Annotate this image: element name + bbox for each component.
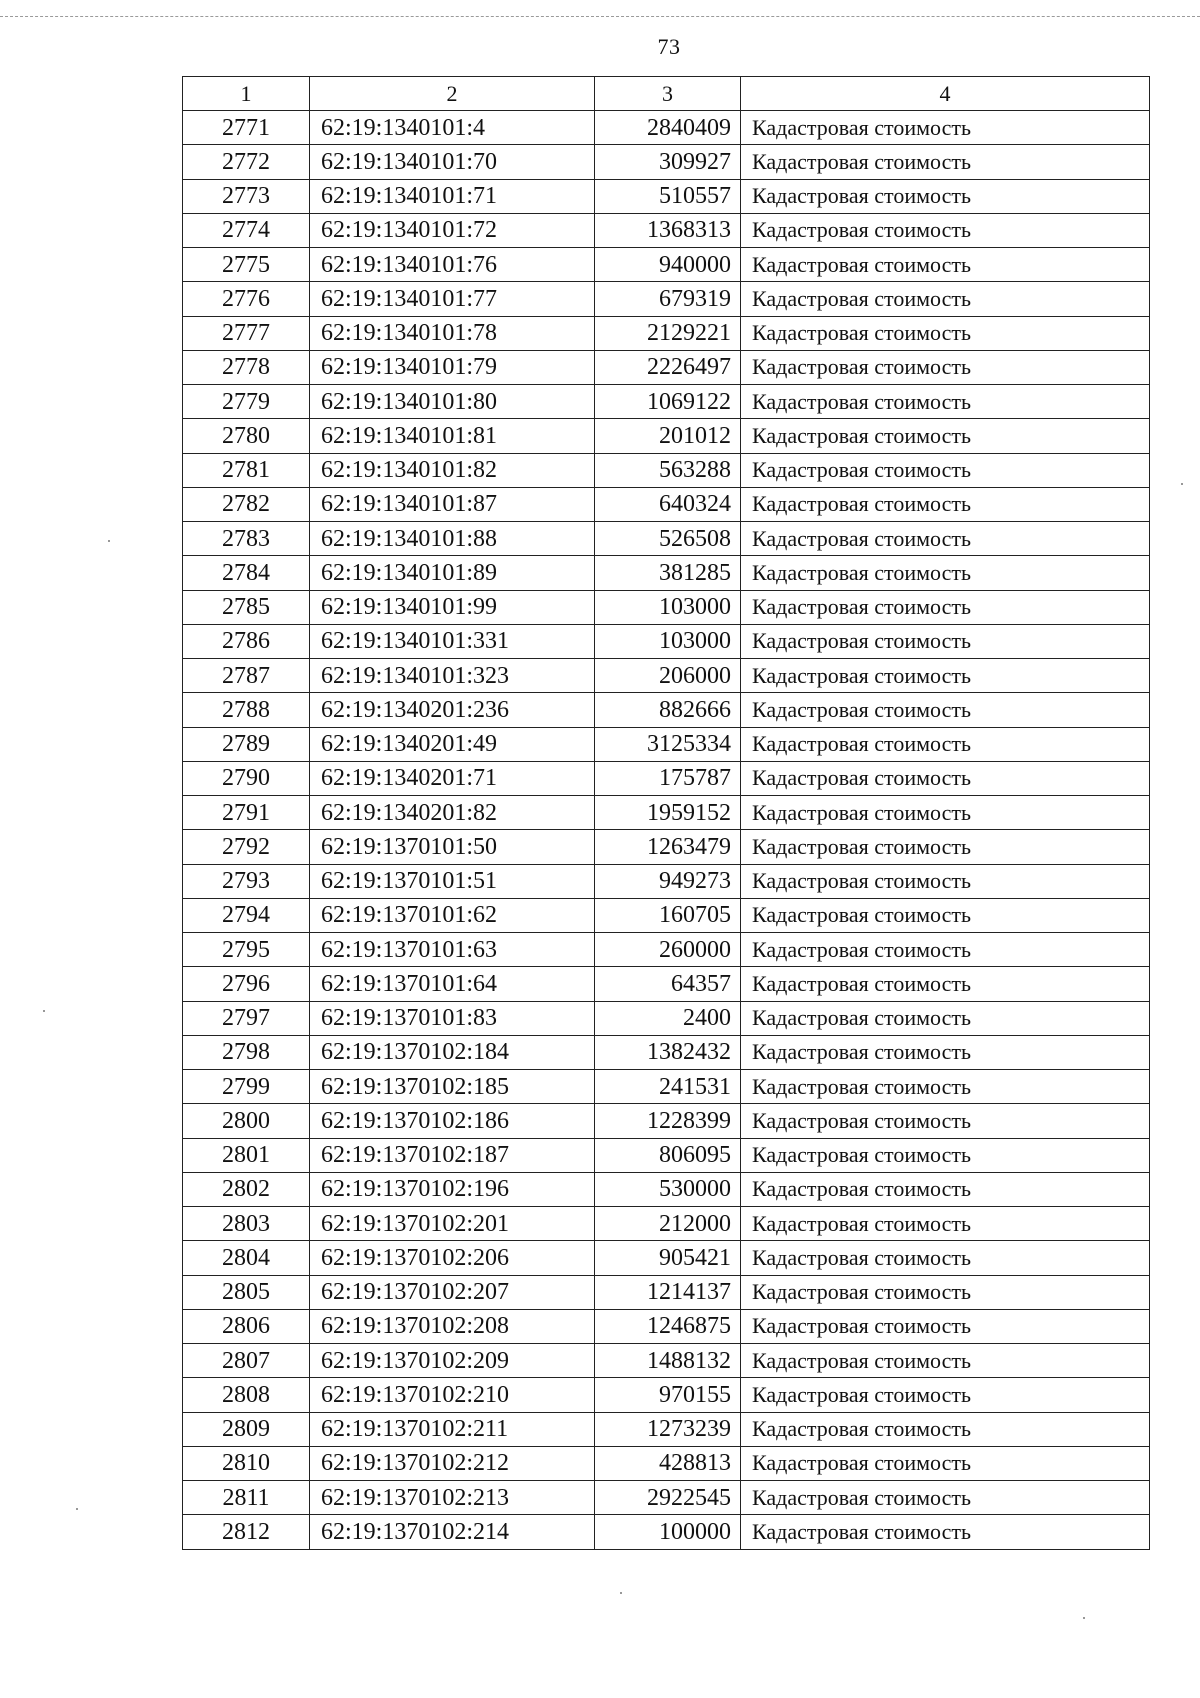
cadastral-number-cell: 62:19:1340101:89: [310, 556, 595, 590]
description-cell: Кадастровая стоимость: [741, 1241, 1150, 1275]
description-cell: Кадастровая стоимость: [741, 213, 1150, 247]
cadastral-number-cell: 62:19:1370102:184: [310, 1035, 595, 1069]
row-number-cell: 2773: [183, 179, 310, 213]
table-row: [183, 453, 1150, 487]
description-cell: Кадастровая стоимость: [741, 727, 1150, 761]
description-cell: Кадастровая стоимость: [741, 898, 1150, 932]
row-number-cell: 2771: [183, 111, 310, 145]
row-number-cell: 2783: [183, 522, 310, 556]
value-cell: 241531: [595, 1070, 741, 1104]
row-number-cell: 2810: [183, 1446, 310, 1480]
cadastral-number-cell: 62:19:1370102:209: [310, 1344, 595, 1378]
row-number-cell: 2793: [183, 864, 310, 898]
table-row: [183, 1241, 1150, 1275]
value-cell: 428813: [595, 1446, 741, 1480]
cadastral-number-cell: 62:19:1370102:213: [310, 1481, 595, 1515]
table-row: [183, 248, 1150, 282]
description-cell: Кадастровая стоимость: [741, 282, 1150, 316]
cadastral-number-cell: 62:19:1370101:64: [310, 967, 595, 1001]
cadastral-number-cell: 62:19:1370101:50: [310, 830, 595, 864]
cadastral-number-cell: 62:19:1340101:77: [310, 282, 595, 316]
description-cell: Кадастровая стоимость: [741, 350, 1150, 384]
description-cell: Кадастровая стоимость: [741, 1344, 1150, 1378]
table-row: [183, 1104, 1150, 1138]
value-cell: 201012: [595, 419, 741, 453]
value-cell: 1214137: [595, 1275, 741, 1309]
table-row: [183, 590, 1150, 624]
cadastral-number-cell: 62:19:1370102:185: [310, 1070, 595, 1104]
description-cell: Кадастровая стоимость: [741, 693, 1150, 727]
table-row: [183, 761, 1150, 795]
table-row: [183, 933, 1150, 967]
value-cell: 3125334: [595, 727, 741, 761]
value-cell: 206000: [595, 659, 741, 693]
scan-speck: [1181, 483, 1183, 485]
value-cell: 1069122: [595, 385, 741, 419]
table-row: [183, 419, 1150, 453]
table-row: [183, 213, 1150, 247]
row-number-cell: 2774: [183, 213, 310, 247]
table-row: [183, 1138, 1150, 1172]
row-number-cell: 2805: [183, 1275, 310, 1309]
value-cell: 970155: [595, 1378, 741, 1412]
table-row: [183, 830, 1150, 864]
cadastral-number-cell: 62:19:1340201:49: [310, 727, 595, 761]
row-number-cell: 2790: [183, 761, 310, 795]
cadastral-number-cell: 62:19:1370102:187: [310, 1138, 595, 1172]
table-row: [183, 1172, 1150, 1206]
value-cell: 160705: [595, 898, 741, 932]
value-cell: 212000: [595, 1207, 741, 1241]
value-cell: 679319: [595, 282, 741, 316]
table-row: [183, 350, 1150, 384]
description-cell: Кадастровая стоимость: [741, 796, 1150, 830]
description-cell: Кадастровая стоимость: [741, 179, 1150, 213]
table-body: [183, 77, 1150, 1550]
row-number-cell: 2801: [183, 1138, 310, 1172]
cadastral-number-cell: 62:19:1370102:212: [310, 1446, 595, 1480]
value-cell: 806095: [595, 1138, 741, 1172]
cadastral-number-cell: 62:19:1370102:201: [310, 1207, 595, 1241]
row-number-cell: 2800: [183, 1104, 310, 1138]
cadastral-number-cell: 62:19:1340101:71: [310, 179, 595, 213]
scan-speck: [108, 540, 110, 542]
row-number-cell: 2787: [183, 659, 310, 693]
cadastral-number-cell: 62:19:1340101:88: [310, 522, 595, 556]
description-cell: Кадастровая стоимость: [741, 967, 1150, 1001]
table-row: [183, 1001, 1150, 1035]
row-number-cell: 2797: [183, 1001, 310, 1035]
value-cell: 309927: [595, 145, 741, 179]
table-row: [183, 1446, 1150, 1480]
row-number-cell: 2776: [183, 282, 310, 316]
table-row: [183, 967, 1150, 1001]
row-number-cell: 2791: [183, 796, 310, 830]
cadastral-number-cell: 62:19:1370101:62: [310, 898, 595, 932]
cadastral-number-cell: 62:19:1340101:80: [310, 385, 595, 419]
description-cell: Кадастровая стоимость: [741, 864, 1150, 898]
scan-edge-line: [0, 16, 1200, 17]
cadastral-number-cell: 62:19:1370101:51: [310, 864, 595, 898]
row-number-cell: 2779: [183, 385, 310, 419]
value-cell: 1368313: [595, 213, 741, 247]
cadastral-number-cell: 62:19:1370102:208: [310, 1309, 595, 1343]
page-number: 73: [657, 34, 681, 59]
row-number-cell: 2781: [183, 453, 310, 487]
description-cell: Кадастровая стоимость: [741, 1207, 1150, 1241]
cadastral-number-cell: 62:19:1340101:76: [310, 248, 595, 282]
value-cell: 882666: [595, 693, 741, 727]
value-cell: 949273: [595, 864, 741, 898]
description-cell: Кадастровая стоимость: [741, 1309, 1150, 1343]
table-row: [183, 1207, 1150, 1241]
scan-speck: [43, 1010, 45, 1012]
cadastral-number-cell: 62:19:1340101:87: [310, 487, 595, 521]
row-number-cell: 2806: [183, 1309, 310, 1343]
description-cell: Кадастровая стоимость: [741, 111, 1150, 145]
cadastral-number-cell: 62:19:1340201:71: [310, 761, 595, 795]
description-cell: Кадастровая стоимость: [741, 1412, 1150, 1446]
description-cell: Кадастровая стоимость: [741, 1138, 1150, 1172]
table-row: [183, 1070, 1150, 1104]
cadastral-number-cell: 62:19:1370101:83: [310, 1001, 595, 1035]
value-cell: 1488132: [595, 1344, 741, 1378]
value-cell: 640324: [595, 487, 741, 521]
row-number-cell: 2786: [183, 624, 310, 658]
row-number-cell: 2795: [183, 933, 310, 967]
description-cell: Кадастровая стоимость: [741, 453, 1150, 487]
value-cell: 1959152: [595, 796, 741, 830]
value-cell: 510557: [595, 179, 741, 213]
table-row: [183, 179, 1150, 213]
row-number-cell: 2811: [183, 1481, 310, 1515]
table-row: [183, 1412, 1150, 1446]
table-row: [183, 1035, 1150, 1069]
description-cell: Кадастровая стоимость: [741, 1104, 1150, 1138]
cadastral-number-cell: 62:19:1340101:323: [310, 659, 595, 693]
table-row: [183, 522, 1150, 556]
description-cell: Кадастровая стоимость: [741, 248, 1150, 282]
description-cell: Кадастровая стоимость: [741, 1446, 1150, 1480]
value-cell: 2922545: [595, 1481, 741, 1515]
value-cell: 100000: [595, 1515, 741, 1549]
description-cell: Кадастровая стоимость: [741, 1070, 1150, 1104]
cadastral-number-cell: 62:19:1340201:82: [310, 796, 595, 830]
table-row: [183, 385, 1150, 419]
row-number-cell: 2784: [183, 556, 310, 590]
description-cell: Кадастровая стоимость: [741, 522, 1150, 556]
description-cell: Кадастровая стоимость: [741, 1378, 1150, 1412]
row-number-cell: 2799: [183, 1070, 310, 1104]
value-cell: 260000: [595, 933, 741, 967]
column-header-3: 3: [595, 77, 741, 111]
description-cell: Кадастровая стоимость: [741, 933, 1150, 967]
value-cell: 2129221: [595, 316, 741, 350]
table-row: [183, 316, 1150, 350]
cadastral-number-cell: 62:19:1340201:236: [310, 693, 595, 727]
cadastral-number-cell: 62:19:1340101:331: [310, 624, 595, 658]
description-cell: Кадастровая стоимость: [741, 556, 1150, 590]
value-cell: 563288: [595, 453, 741, 487]
table-row: [183, 898, 1150, 932]
cadastral-number-cell: 62:19:1370102:210: [310, 1378, 595, 1412]
value-cell: 905421: [595, 1241, 741, 1275]
table-row: [183, 1344, 1150, 1378]
row-number-cell: 2772: [183, 145, 310, 179]
cadastral-number-cell: 62:19:1340101:72: [310, 213, 595, 247]
row-number-cell: 2785: [183, 590, 310, 624]
description-cell: Кадастровая стоимость: [741, 1515, 1150, 1549]
row-number-cell: 2803: [183, 1207, 310, 1241]
column-header-4: 4: [741, 77, 1150, 111]
description-cell: Кадастровая стоимость: [741, 487, 1150, 521]
cadastral-number-cell: 62:19:1370102:207: [310, 1275, 595, 1309]
cadastral-number-cell: 62:19:1340101:4: [310, 111, 595, 145]
cadastral-number-cell: 62:19:1370102:214: [310, 1515, 595, 1549]
table-row: [183, 487, 1150, 521]
value-cell: 1228399: [595, 1104, 741, 1138]
table-row: [183, 624, 1150, 658]
description-cell: Кадастровая стоимость: [741, 385, 1150, 419]
row-number-cell: 2808: [183, 1378, 310, 1412]
row-number-cell: 2792: [183, 830, 310, 864]
row-number-cell: 2775: [183, 248, 310, 282]
description-cell: Кадастровая стоимость: [741, 659, 1150, 693]
value-cell: 940000: [595, 248, 741, 282]
table-row: [183, 282, 1150, 316]
column-header-1: 1: [183, 77, 310, 111]
cadastral-number-cell: 62:19:1370102:206: [310, 1241, 595, 1275]
value-cell: 1273239: [595, 1412, 741, 1446]
value-cell: 103000: [595, 590, 741, 624]
value-cell: 526508: [595, 522, 741, 556]
table-row: [183, 659, 1150, 693]
row-number-cell: 2804: [183, 1241, 310, 1275]
column-header-2: 2: [310, 77, 595, 111]
table-row: [183, 1275, 1150, 1309]
row-number-cell: 2794: [183, 898, 310, 932]
row-number-cell: 2778: [183, 350, 310, 384]
value-cell: 64357: [595, 967, 741, 1001]
value-cell: 2840409: [595, 111, 741, 145]
description-cell: Кадастровая стоимость: [741, 761, 1150, 795]
value-cell: 103000: [595, 624, 741, 658]
description-cell: Кадастровая стоимость: [741, 419, 1150, 453]
table-row: [183, 1515, 1150, 1549]
table-header-row: [183, 77, 1150, 111]
row-number-cell: 2782: [183, 487, 310, 521]
description-cell: Кадастровая стоимость: [741, 1001, 1150, 1035]
table-row: [183, 1481, 1150, 1515]
cadastral-number-cell: 62:19:1370102:186: [310, 1104, 595, 1138]
table-row: [183, 556, 1150, 590]
value-cell: 1382432: [595, 1035, 741, 1069]
description-cell: Кадастровая стоимость: [741, 1035, 1150, 1069]
table-row: [183, 693, 1150, 727]
description-cell: Кадастровая стоимость: [741, 1172, 1150, 1206]
cadastral-number-cell: 62:19:1370102:211: [310, 1412, 595, 1446]
scan-speck: [1083, 1617, 1085, 1619]
cadastral-number-cell: 62:19:1340101:78: [310, 316, 595, 350]
row-number-cell: 2780: [183, 419, 310, 453]
table-row: [183, 111, 1150, 145]
cadastral-number-cell: 62:19:1370101:63: [310, 933, 595, 967]
row-number-cell: 2802: [183, 1172, 310, 1206]
value-cell: 2226497: [595, 350, 741, 384]
description-cell: Кадастровая стоимость: [741, 624, 1150, 658]
table-row: [183, 1309, 1150, 1343]
cadastral-number-cell: 62:19:1340101:79: [310, 350, 595, 384]
value-cell: 175787: [595, 761, 741, 795]
row-number-cell: 2796: [183, 967, 310, 1001]
value-cell: 2400: [595, 1001, 741, 1035]
cadastral-number-cell: 62:19:1340101:70: [310, 145, 595, 179]
description-cell: Кадастровая стоимость: [741, 1481, 1150, 1515]
value-cell: 530000: [595, 1172, 741, 1206]
cadastral-number-cell: 62:19:1340101:82: [310, 453, 595, 487]
cadastral-number-cell: 62:19:1340101:81: [310, 419, 595, 453]
description-cell: Кадастровая стоимость: [741, 830, 1150, 864]
row-number-cell: 2809: [183, 1412, 310, 1446]
row-number-cell: 2777: [183, 316, 310, 350]
table-row: [183, 145, 1150, 179]
description-cell: Кадастровая стоимость: [741, 316, 1150, 350]
description-cell: Кадастровая стоимость: [741, 1275, 1150, 1309]
row-number-cell: 2788: [183, 693, 310, 727]
row-number-cell: 2807: [183, 1344, 310, 1378]
cadastral-value-table: [182, 76, 1150, 1550]
scan-speck: [620, 1592, 622, 1594]
value-cell: 381285: [595, 556, 741, 590]
scan-speck: [76, 1508, 78, 1510]
table-row: [183, 796, 1150, 830]
row-number-cell: 2812: [183, 1515, 310, 1549]
table-row: [183, 864, 1150, 898]
cadastral-number-cell: 62:19:1340101:99: [310, 590, 595, 624]
description-cell: Кадастровая стоимость: [741, 145, 1150, 179]
table-row: [183, 727, 1150, 761]
value-cell: 1263479: [595, 830, 741, 864]
table-row: [183, 1378, 1150, 1412]
row-number-cell: 2789: [183, 727, 310, 761]
row-number-cell: 2798: [183, 1035, 310, 1069]
description-cell: Кадастровая стоимость: [741, 590, 1150, 624]
value-cell: 1246875: [595, 1309, 741, 1343]
cadastral-number-cell: 62:19:1370102:196: [310, 1172, 595, 1206]
